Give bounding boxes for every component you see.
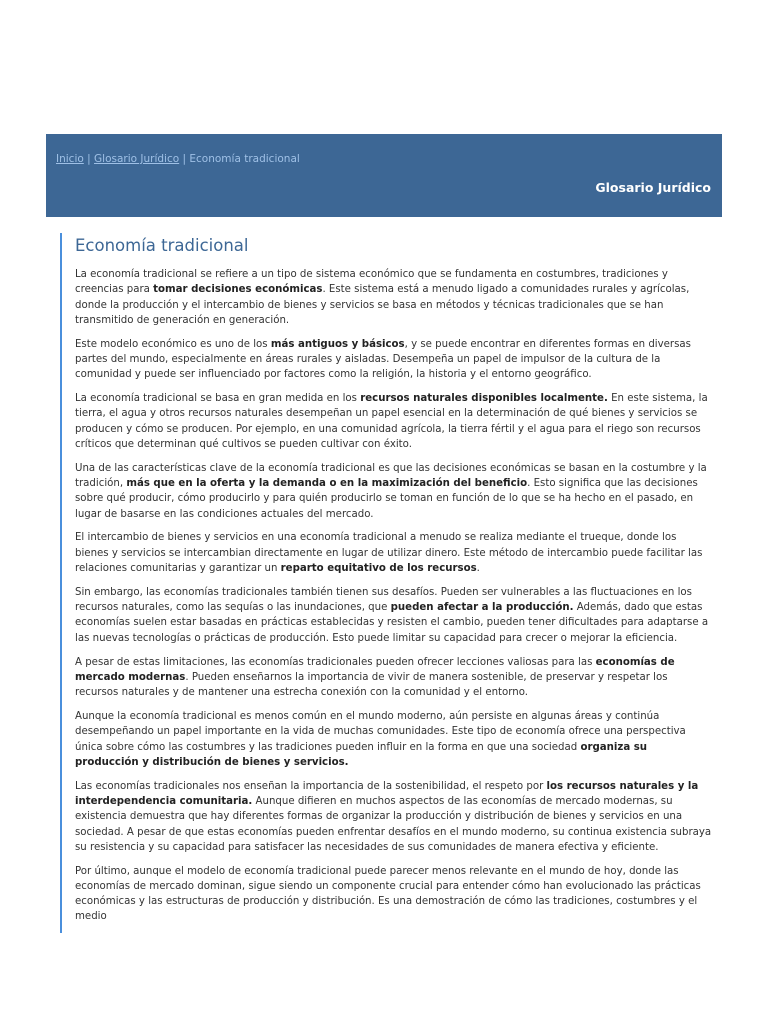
article-paragraph — [75, 391, 712, 452]
article-paragraph — [75, 461, 712, 522]
breadcrumb-glossary-link[interactable]: Glosario Jurídico — [94, 153, 180, 165]
bold-text: más que en la oferta y la demanda o en la maximización del beneficio — [126, 478, 528, 490]
paragraph-text: . Pueden enseñarnos la importancia de vivir de manera sostenible, de preservar y respetar los recursos naturales y de mantener una estrecha conexión con la comunidad y el entorno. — [75, 671, 668, 699]
bold-text: economías de mercado modernas — [75, 656, 675, 683]
breadcrumb-home-link[interactable]: Inicio — [56, 153, 84, 165]
paragraph-text: Sin embargo, las economías tradicionales también tienen sus desafíos. Pueden ser vulnerables a las fluctuaciones en los recursos naturales, como las sequías o las inundaciones, que — [75, 586, 692, 614]
breadcrumb-separator: | — [179, 153, 190, 165]
paragraph-text: Por último, aunque el modelo de economía tradicional puede parecer menos relevante en el mundo de hoy, donde las economías de mercado dominan, sigue siendo un componente crucial para entender cómo han evolucionado las prácticas económicas y las estructuras de producción y distribución. Es una demostración de cómo las tradiciones, costumbres y el medio — [75, 865, 701, 923]
site-title: Glosario Jurídico — [595, 180, 711, 195]
article-paragraph — [75, 864, 712, 925]
article-paragraph — [75, 779, 712, 855]
article-paragraph — [75, 709, 712, 770]
paragraph-text: . Este sistema está a menudo ligado a comunidades rurales y agrícolas, donde la producción y el intercambio de bienes y servicios se basa en métodos y técnicas tradicionales que se han transmitido de generación en generación. — [75, 284, 690, 326]
page-header — [46, 134, 722, 217]
paragraph-text: Aunque la economía tradicional es menos común en el mundo moderno, aún persiste en algunas áreas y continúa desempeñando un papel importante en la vida de muchas comunidades. Este tipo de economía ofrece una perspectiva única sobre cómo las costumbres y las tradiciones pueden influir en la forma en que una sociedad — [75, 710, 686, 753]
bold-text: más antiguos y básicos — [270, 338, 405, 350]
article-paragraph — [75, 337, 712, 383]
bold-text: tomar decisiones económicas — [153, 284, 323, 296]
bold-text: los recursos naturales y la interdependencia comunitaria. — [75, 780, 699, 807]
paragraph-text: La economía tradicional se basa en gran medida en los — [75, 393, 361, 405]
article — [60, 233, 712, 933]
paragraph-text: Además, dado que estas economías suelen estar basadas en prácticas establecidas y resisten el cambio, pueden tener dificultades para adaptarse a las nuevas tecnologías o prácticas de producción. Esto puede limitar su capacidad para crecer o mejorar la eficiencia. — [75, 602, 709, 644]
paragraph-text: . Esto significa que las decisiones sobre qué producir, cómo producirlo y para quién producirlo se toman en función de lo que se ha hecho en el pasado, en lugar de basarse en las condiciones actuales del mercado. — [75, 478, 698, 520]
breadcrumb-separator: | — [83, 153, 95, 165]
bold-text: pueden afectar a la producción. — [390, 602, 574, 614]
paragraph-text: La economía tradicional se refiere a un tipo de sistema económico que se fundamenta en costumbres, tradiciones y creencias para — [75, 269, 668, 296]
article-paragraph — [75, 585, 712, 646]
bold-text: recursos naturales disponibles localmente. — [360, 393, 608, 405]
bold-text: organiza su producción y distribución de bienes y servicios. — [75, 741, 648, 768]
paragraph-text: Este modelo económico es uno de los — [75, 338, 271, 350]
paragraph-text: Aunque difieren en muchos aspectos de las economías de mercado modernas, su existencia demuestra que hay diferentes formas de organizar la producción y distribución de bienes y servicios en una sociedad. A pesar de que estas economías pueden enfrentar desafíos en el mundo moderno, su continua existencia subraya su resistencia y su capacidad para satisfacer las necesidades de sus comunidades de manera efectiva y eficiente. — [75, 795, 712, 853]
breadcrumb-current: Economía tradicional — [189, 153, 300, 165]
article-title: Economía tradicional — [75, 236, 249, 255]
paragraph-text: En este sistema, la tierra, el agua y otros recursos naturales desempeñan un papel esencial en la determinación de qué bienes y servicios se producen y cómo se producen. Por ejemplo, en una comunidad agrícola, la tierra fértil y el agua para el riego son recursos críticos que determinan qué cultivos se pueden cultivar con éxito. — [75, 393, 708, 450]
paragraph-text: El intercambio de bienes y servicios en una economía tradicional a menudo se realiza mediante el trueque, donde los bienes y servicios se intercambian directamente en lugar de utilizar dinero. Este método de intercambio puede facilitar las relaciones comunitarias y garantizar un — [75, 532, 703, 575]
breadcrumb — [56, 153, 300, 165]
bold-text: reparto equitativo de los recursos — [280, 563, 477, 575]
article-paragraph — [75, 267, 712, 328]
paragraph-text: A pesar de estas limitaciones, las economías tradicionales pueden ofrecer lecciones valiosas para las — [75, 656, 596, 668]
article-paragraph — [75, 530, 712, 576]
article-body — [75, 267, 712, 925]
paragraph-text: Una de las características clave de la economía tradicional es que las decisiones económicas se basan en la costumbre y la tradición, — [75, 462, 707, 490]
paragraph-text: , y se puede encontrar en diferentes formas en diversas partes del mundo, especialmente en áreas rurales y aisladas. Desempeña un papel de impulsor de la cultura de la comunidad y puede ser influenciado por factores como la religión, la historia y el entorno geográfico. — [75, 338, 691, 381]
paragraph-text: Las economías tradicionales nos enseñan la importancia de la sostenibilidad, el respeto por — [75, 780, 547, 792]
article-paragraph — [75, 655, 712, 701]
paragraph-text: . — [476, 563, 480, 575]
